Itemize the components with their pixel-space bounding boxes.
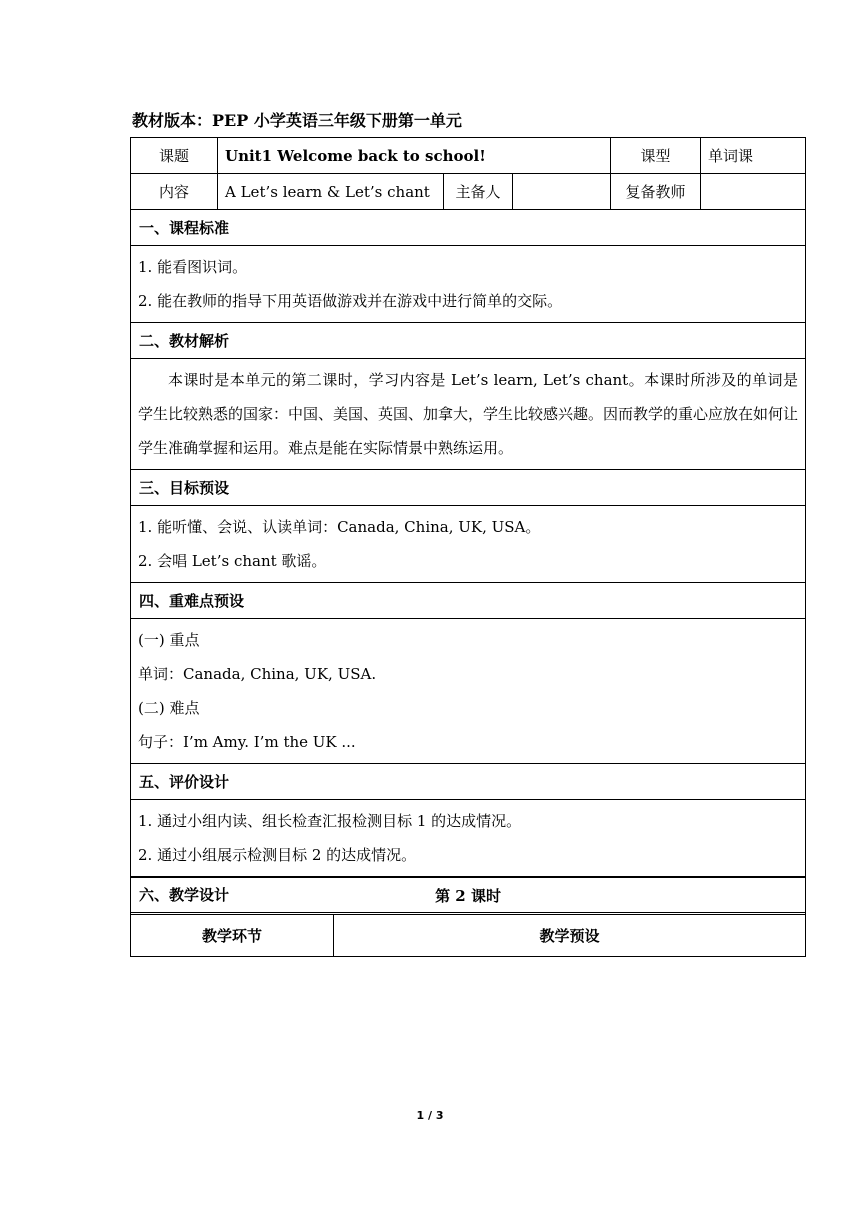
co-teacher-value	[701, 174, 806, 210]
type-value: 单词课	[701, 138, 806, 174]
evaluation-line-2: 2. 通过小组展示检测目标 2 的达成情况。	[138, 846, 417, 864]
section-body-standard	[131, 246, 806, 323]
topic-value: Unit1 Welcome back to school!	[218, 138, 611, 174]
page-number: 1 / 3	[416, 1109, 444, 1122]
section-title-evaluation: 五、评价设计	[131, 764, 806, 800]
preparer-value	[513, 174, 611, 210]
standard-line-1: 1. 能看图识词。	[138, 258, 248, 276]
section-body-objectives	[131, 506, 806, 583]
section-body-evaluation	[131, 800, 806, 877]
topic-label: 课题	[131, 138, 218, 174]
column-plan-header: 教学预设	[334, 915, 806, 957]
type-label: 课型	[611, 138, 701, 174]
section-title-analysis: 二、教材解析	[131, 323, 806, 359]
content-value: A Let’s learn & Let’s chant	[218, 174, 444, 210]
edition-line: 教材版本：PEP 小学英语三年级下册第一单元	[132, 111, 462, 130]
section-title-objectives: 三、目标预设	[131, 470, 806, 506]
evaluation-line-1: 1. 通过小组内读、组长检查汇报检测目标 1 的达成情况。	[138, 812, 522, 830]
objective-line-2: 2. 会唱 Let’s chant 歌谣。	[138, 552, 327, 570]
section-body-key-points	[131, 619, 806, 764]
header-row-content	[131, 174, 806, 210]
header-row-topic	[131, 138, 806, 174]
design-table	[130, 877, 806, 957]
key-point-line-2: 单词：Canada, China, UK, USA.	[138, 665, 377, 683]
column-stage-header: 教学环节	[131, 915, 334, 957]
lesson-plan-table	[130, 137, 806, 913]
key-point-line-4: 句子：I’m Amy. I’m the UK ...	[138, 733, 356, 751]
objective-line-1: 1. 能听懂、会说、认读单词：Canada, China, UK, USA。	[138, 518, 541, 536]
lesson-number: 第 2 课时	[131, 878, 806, 915]
co-teacher-label: 复备教师	[611, 174, 701, 210]
section-title-standard: 一、课程标准	[131, 210, 806, 246]
key-point-line-3: (二) 难点	[138, 699, 200, 717]
standard-line-2: 2. 能在教师的指导下用英语做游戏并在游戏中进行简单的交际。	[138, 292, 563, 310]
preparer-label: 主备人	[444, 174, 513, 210]
key-point-line-1: (一) 重点	[138, 631, 200, 649]
content-label: 内容	[131, 174, 218, 210]
section-title-design: 六、教学设计	[131, 877, 806, 913]
section-body-analysis: 本课时是本单元的第二课时，学习内容是 Let’s learn, Let’s chant。本课时所涉及的单词是学生比较熟悉的国家：中国、美国、英国、加拿大，学生比较感兴趣。因而教学的重心应放在如何让学生准确掌握和运用。难点是能在实际情景中熟练运用。	[131, 359, 806, 470]
section-title-key-points: 四、重难点预设	[131, 583, 806, 619]
